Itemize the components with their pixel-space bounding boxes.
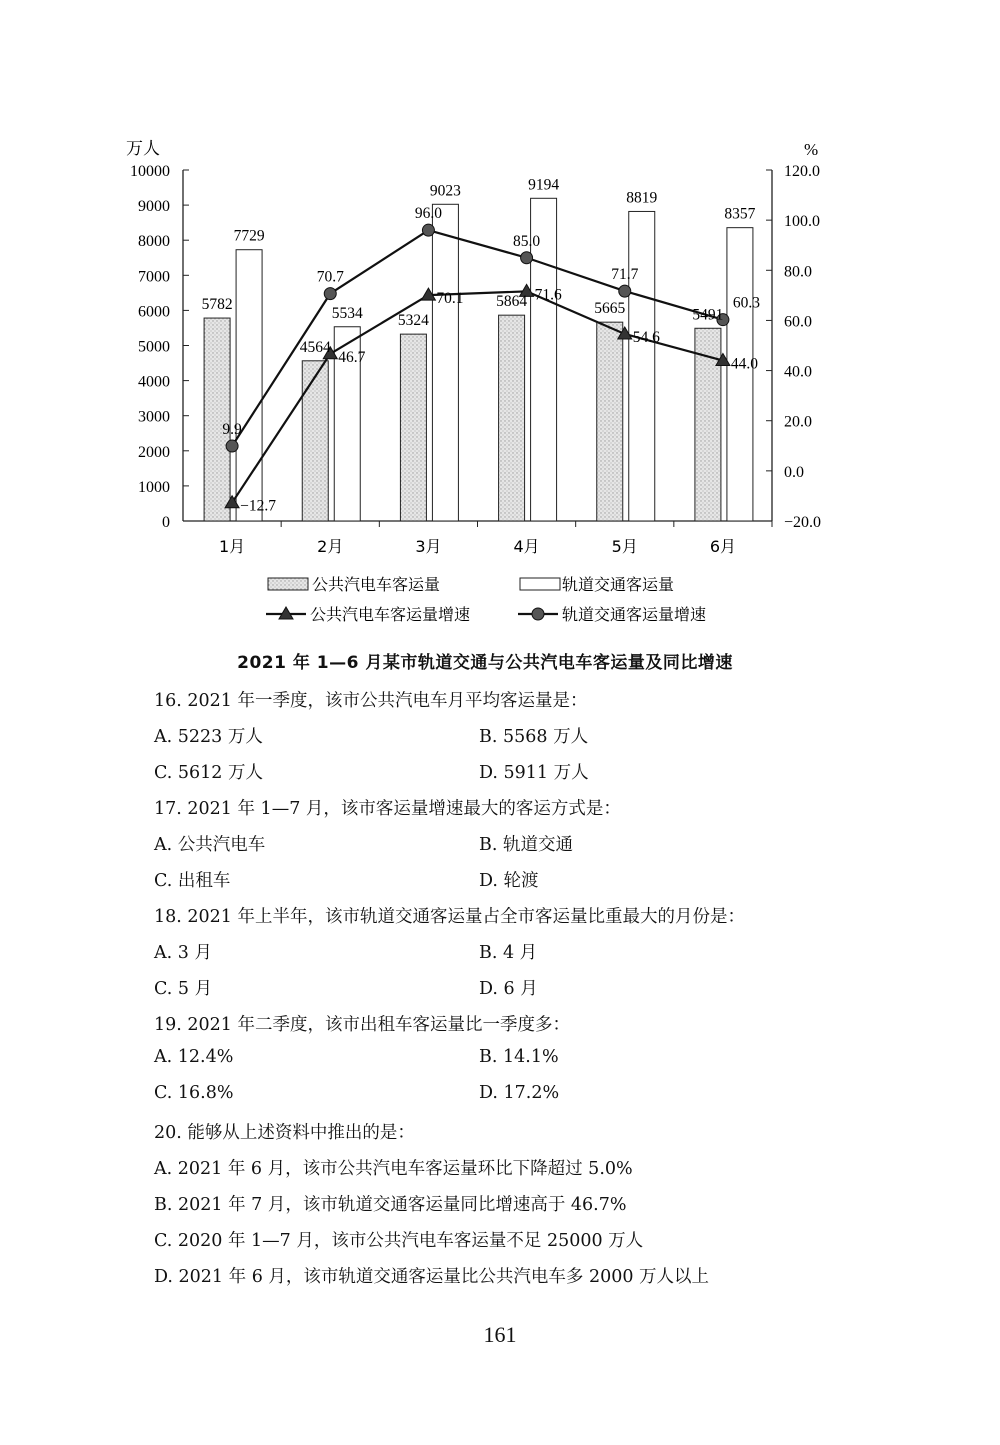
answer-option[interactable]: D. 5911 万人 bbox=[479, 763, 589, 783]
bar-bus bbox=[204, 318, 230, 521]
chart-title: 2021 年 1—6 月某市轨道交通与公共汽电车客运量及同比增速 bbox=[237, 653, 733, 673]
right-tick-label: 40.0 bbox=[784, 363, 812, 381]
line-value-label: 85.0 bbox=[513, 232, 541, 250]
right-tick-label: 20.0 bbox=[784, 413, 812, 431]
left-tick-label: 4000 bbox=[138, 373, 170, 391]
line-point-rail-growth bbox=[226, 440, 238, 452]
question-stem: 19. 2021 年二季度，该市出租车客运量比一季度多： bbox=[154, 1015, 570, 1035]
right-tick-label: 80.0 bbox=[784, 263, 812, 281]
question-stem: 18. 2021 年上半年，该市轨道交通客运量占全市客运量比重最大的月份是： bbox=[154, 907, 745, 927]
left-tick-label: 3000 bbox=[138, 408, 170, 426]
bar-bus bbox=[302, 361, 328, 521]
right-tick-label: 100.0 bbox=[784, 213, 820, 231]
bar-rail bbox=[236, 250, 262, 521]
bar-value-label: 5665 bbox=[594, 300, 626, 318]
question-stem: 16. 2021 年一季度，该市公共汽电车月平均客运量是： bbox=[154, 691, 588, 711]
line-value-label: −12.7 bbox=[240, 497, 276, 515]
left-tick-label: 9000 bbox=[138, 198, 170, 216]
line-value-label: 54.6 bbox=[632, 328, 660, 346]
bar-value-label: 9023 bbox=[429, 182, 461, 200]
answer-option[interactable]: C. 5612 万人 bbox=[154, 763, 263, 783]
answer-option[interactable]: B. 2021 年 7 月，该市轨道交通客运量同比增速高于 46.7% bbox=[154, 1195, 627, 1215]
line-value-label: 71.7 bbox=[611, 266, 639, 284]
right-tick-label: 120.0 bbox=[784, 163, 820, 180]
bar-value-label: 7729 bbox=[233, 227, 265, 245]
bar-rail bbox=[629, 211, 655, 521]
right-tick-label: −20.0 bbox=[784, 514, 822, 531]
bar-rail bbox=[727, 228, 753, 521]
bar-value-label: 8819 bbox=[626, 189, 658, 207]
line-value-label: 96.0 bbox=[414, 205, 442, 223]
left-tick-label: 5000 bbox=[138, 338, 170, 356]
answer-option[interactable]: D. 2021 年 6 月，该市轨道交通客运量比公共汽电车多 2000 万人以上 bbox=[154, 1267, 710, 1287]
line-point-rail-growth bbox=[619, 285, 631, 297]
legend-label-rail: 轨道交通客运量 bbox=[562, 575, 675, 594]
legend-swatch-bus bbox=[268, 578, 308, 590]
left-tick-label: 1000 bbox=[138, 478, 170, 496]
bar-bus bbox=[499, 315, 525, 521]
left-unit: 万人 bbox=[126, 139, 160, 159]
bar-value-label: 4564 bbox=[299, 338, 331, 356]
answer-option[interactable]: A. 公共汽电车 bbox=[154, 835, 266, 855]
answer-option[interactable]: D. 6 月 bbox=[479, 979, 538, 999]
line-value-label: 44.0 bbox=[730, 355, 759, 373]
answer-option[interactable]: A. 5223 万人 bbox=[154, 727, 263, 747]
bar-rail bbox=[432, 204, 458, 521]
page-number: 161 bbox=[483, 1322, 517, 1347]
right-unit: % bbox=[804, 140, 819, 159]
right-tick-label: 0.0 bbox=[784, 463, 804, 481]
line-point-rail-growth bbox=[324, 288, 336, 300]
line-value-label: 70.1 bbox=[436, 290, 464, 308]
x-tick-label: 1月 bbox=[218, 537, 246, 556]
bar-value-label: 5491 bbox=[692, 306, 724, 324]
bar-value-label: 5534 bbox=[331, 304, 363, 322]
left-tick-label: 7000 bbox=[138, 268, 170, 286]
question-stem: 20. 能够从上述资料中推出的是： bbox=[154, 1123, 415, 1143]
legend-label-rail-growth: 轨道交通客运量增速 bbox=[562, 605, 707, 624]
left-tick-label: 10000 bbox=[130, 163, 170, 180]
line-value-label: 71.6 bbox=[534, 286, 562, 304]
answer-option[interactable]: C. 出租车 bbox=[154, 871, 231, 891]
line-value-label: 60.3 bbox=[732, 294, 761, 312]
x-tick-label: 5月 bbox=[611, 537, 638, 556]
bar-bus bbox=[597, 322, 623, 521]
bar-value-label: 8357 bbox=[724, 205, 756, 223]
x-tick-label: 3月 bbox=[415, 537, 442, 556]
line-value-label: 46.7 bbox=[338, 348, 366, 366]
line-value-label: 70.7 bbox=[316, 268, 344, 286]
answer-option[interactable]: B. 5568 万人 bbox=[479, 727, 589, 747]
x-tick-label: 4月 bbox=[513, 537, 540, 556]
line-point-rail-growth bbox=[521, 252, 533, 264]
answer-option[interactable]: B. 4 月 bbox=[479, 943, 538, 963]
answer-option[interactable]: B. 14.1% bbox=[479, 1047, 559, 1067]
answer-option[interactable]: A. 12.4% bbox=[154, 1047, 234, 1067]
answer-option[interactable]: D. 17.2% bbox=[479, 1083, 560, 1103]
answer-option[interactable]: A. 2021 年 6 月，该市公共汽电车客运量环比下降超过 5.0% bbox=[154, 1159, 633, 1179]
bar-value-label: 5324 bbox=[397, 312, 429, 330]
bar-value-label: 9194 bbox=[528, 176, 560, 194]
left-tick-label: 8000 bbox=[138, 233, 170, 251]
left-tick-label: 0 bbox=[162, 514, 170, 531]
left-tick-label: 6000 bbox=[138, 303, 170, 321]
answer-option[interactable]: C. 2020 年 1—7 月，该市公共汽电车客运量不足 25000 万人 bbox=[154, 1231, 644, 1251]
x-tick-label: 2月 bbox=[317, 537, 344, 556]
bar-value-label: 5782 bbox=[201, 296, 233, 314]
answer-option[interactable]: B. 轨道交通 bbox=[479, 835, 573, 855]
line-value-label: 9.9 bbox=[222, 421, 242, 439]
answer-option[interactable]: C. 16.8% bbox=[154, 1083, 234, 1103]
left-tick-label: 2000 bbox=[138, 443, 170, 461]
answer-option[interactable]: A. 3 月 bbox=[154, 943, 212, 963]
question-stem: 17. 2021 年 1—7 月，该市客运量增速最大的客运方式是： bbox=[154, 799, 621, 819]
legend-label-bus: 公共汽电车客运量 bbox=[312, 575, 441, 594]
bar-value-label: 5864 bbox=[496, 293, 528, 311]
answer-option[interactable]: C. 5 月 bbox=[154, 979, 213, 999]
bar-bus bbox=[400, 334, 426, 521]
legend-marker-circle bbox=[532, 608, 544, 620]
legend-label-bus-growth: 公共汽电车客运量增速 bbox=[310, 605, 471, 624]
right-tick-label: 60.0 bbox=[784, 313, 812, 331]
line-point-rail-growth bbox=[422, 224, 434, 236]
x-tick-label: 6月 bbox=[709, 537, 737, 556]
answer-option[interactable]: D. 轮渡 bbox=[479, 871, 539, 891]
passenger-chart bbox=[0, 0, 1000, 640]
legend-swatch-rail bbox=[520, 578, 560, 590]
